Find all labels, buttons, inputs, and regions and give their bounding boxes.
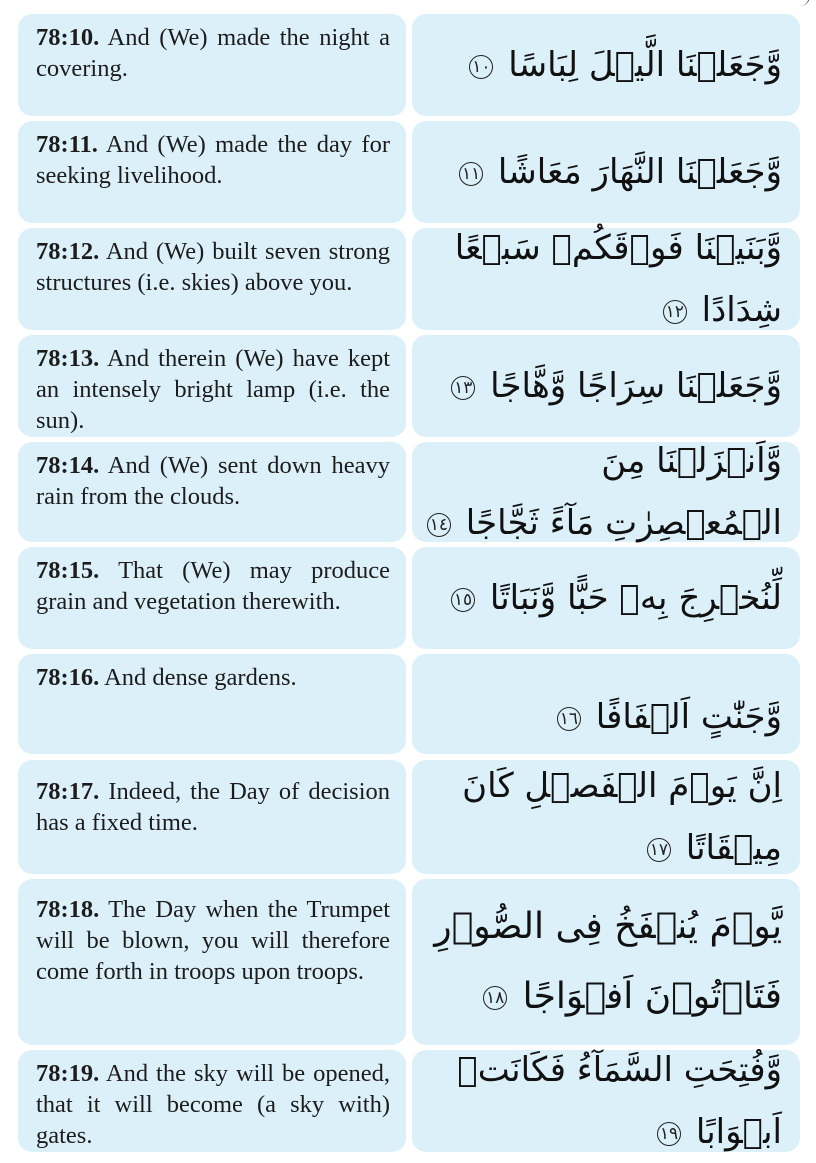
verse-ref: 78:19. (36, 1060, 100, 1087)
translation-text (36, 1058, 390, 1151)
verse-translation: And (We) sent down heavy rain from the clouds. (36, 452, 390, 510)
arabic-cell (412, 760, 800, 874)
translation-cell (18, 121, 406, 223)
ayah-number: ١٠ (469, 55, 493, 79)
verse-row (0, 654, 816, 754)
arabic-cell (412, 442, 800, 542)
translation-text (36, 776, 390, 838)
arabic-verse: یَّوۡمَ یُنۡفَخُ فِی الصُّوۡرِ فَتَاۡتُوۡنَ اَفۡوَاجًا (434, 906, 782, 1017)
arabic-verse: لِّنُخۡرِجَ بِهٖ حَبًّا وَّنَبَاتًا (489, 578, 782, 618)
verse-row (0, 228, 816, 330)
verse-translation: And the sky will be opened, that it will become (a sky with) gates. (36, 1060, 390, 1149)
verse-ref: 78:13. (36, 345, 100, 372)
arabic-cell (412, 547, 800, 649)
translation-text (36, 555, 390, 617)
verse-translation: That (We) may produce grain and vegetation therewith. (36, 557, 390, 615)
ayah-number: ١١ (459, 162, 483, 186)
translation-text (36, 894, 390, 987)
arabic-text (451, 355, 782, 417)
arabic-text (426, 217, 782, 341)
arabic-cell (412, 654, 800, 754)
arabic-text (451, 567, 782, 629)
verse-translation: And therein (We) have kept an intensely bright lamp (i.e. the sun). (36, 345, 391, 434)
verse-ref: 78:17. (36, 778, 100, 805)
verse-translation: And (We) made the night a covering. (36, 24, 390, 82)
verse-ref: 78:15. (36, 557, 100, 584)
ayah-number: ١٦ (557, 707, 581, 731)
translation-cell (18, 14, 406, 116)
translation-text (36, 236, 390, 298)
verse-row (0, 335, 816, 437)
corner-mark (799, 0, 810, 6)
translation-cell (18, 654, 406, 754)
arabic-text (426, 892, 782, 1032)
ayah-number: ١٥ (451, 588, 475, 612)
arabic-cell (412, 228, 800, 330)
verse-ref: 78:16. (36, 664, 100, 691)
arabic-verse: وَّجَعَلۡنَا الَّیۡلَ لِبَاسًا (508, 45, 782, 85)
arabic-text (469, 34, 782, 96)
ayah-number: ١٨ (483, 986, 507, 1010)
arabic-cell (412, 14, 800, 116)
translation-cell (18, 335, 406, 437)
verse-translation: And (We) made the day for seeking livelihood. (36, 131, 390, 189)
verse-row (0, 879, 816, 1045)
arabic-verse: وَّجَعَلۡنَا النَّهَارَ مَعَاشًا (497, 152, 782, 192)
ayah-number: ١٧ (647, 838, 671, 862)
arabic-verse: وَّبَنَیۡنَا فَوۡقَکُمۡ سَبۡعًا شِدَادًا (454, 228, 782, 330)
arabic-text (426, 430, 782, 554)
verse-ref: 78:11. (36, 131, 98, 158)
translation-text (36, 129, 390, 191)
verse-row (0, 442, 816, 542)
ayah-number: ١٤ (427, 513, 451, 537)
arabic-text (426, 1039, 782, 1163)
arabic-cell (412, 879, 800, 1045)
translation-text (36, 343, 390, 436)
arabic-verse: وَّاَنۡزَلۡنَا مِنَ الۡمُعۡصِرٰتِ مَآءً ثَجَّاجًا (465, 441, 782, 543)
verse-row (0, 14, 816, 116)
translation-text (36, 662, 390, 693)
verse-translation: And dense gardens. (104, 664, 297, 691)
arabic-verse: وَّجَنّٰتٍ اَلۡفَافًا (595, 697, 782, 737)
ayah-number: ١٣ (451, 376, 475, 400)
translation-cell (18, 1050, 406, 1152)
translation-cell (18, 228, 406, 330)
verse-ref: 78:14. (36, 452, 100, 479)
translation-cell (18, 760, 406, 874)
arabic-cell (412, 335, 800, 437)
ayah-number: ١٩ (657, 1122, 681, 1146)
translation-cell (18, 547, 406, 649)
arabic-cell (412, 1050, 800, 1152)
verse-translation: And (We) built seven strong structures (i.e. skies) above you. (36, 238, 390, 296)
verse-ref: 78:18. (36, 896, 100, 923)
translation-text (36, 450, 390, 512)
translation-cell (18, 442, 406, 542)
arabic-text (426, 755, 782, 879)
verse-translation: The Day when the Trumpet will be blown, you will therefore come forth in troops upon troops. (36, 896, 390, 985)
arabic-text (557, 686, 782, 748)
verse-ref: 78:12. (36, 238, 100, 265)
translation-cell (18, 879, 406, 1045)
arabic-verse: وَّجَعَلۡنَا سِرَاجًا وَّهَّاجًا (490, 366, 782, 406)
arabic-text (459, 141, 782, 203)
translation-text (36, 22, 390, 84)
arabic-verse: وَّفُتِحَتِ السَّمَآءُ فَکَانَتۡ اَبۡوَابًا (457, 1050, 782, 1152)
ayah-number: ١٢ (663, 300, 687, 324)
arabic-cell (412, 121, 800, 223)
verse-row (0, 547, 816, 649)
verse-row (0, 1050, 816, 1152)
verse-row (0, 121, 816, 223)
verse-translation: Indeed, the Day of decision has a fixed time. (36, 778, 391, 836)
arabic-verse: اِنَّ یَوۡمَ الۡفَصۡلِ کَانَ مِیۡقَاتًا (462, 766, 782, 868)
verse-ref: 78:10. (36, 24, 100, 51)
verse-row (0, 760, 816, 874)
